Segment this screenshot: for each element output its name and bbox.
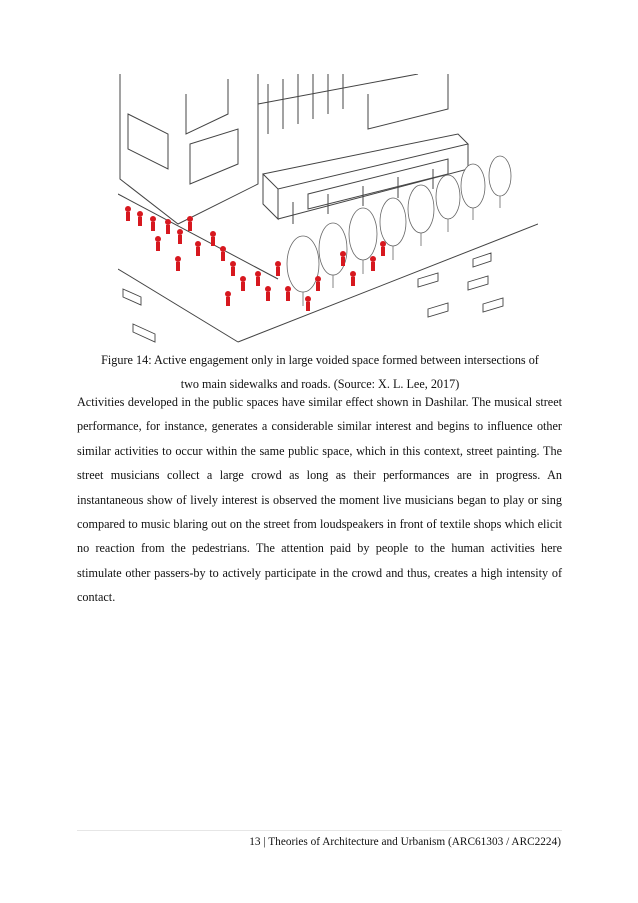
figure-caption [70, 348, 570, 396]
caption-line-2: two main sidewalks and roads. (Source: X. L. Lee, 2017) [180, 377, 460, 391]
footer-divider [77, 830, 562, 831]
figure-illustration [118, 74, 538, 344]
body-paragraph: Activities developed in the public spaces have similar effect shown in Dashilar. The musical street performance, for instance, generates a considerable similar interest and begins to influence other similar activities to occur within the same public space, which in this context, street painting. The street musicians collect a large crowd as long as their performances are in progress. An instantaneous show of lively interest is observed the moment live musicians began to play or sing compared to music blaring out on the street from loudspeakers in front of textile shops which elicit no reaction from the pedestrians. The attention paid by people to the human activities here stimulate other passers-by to actively participate in the crowd and thus, creates a high intensity of contact. [77, 395, 562, 605]
street-illustration-svg [118, 74, 538, 344]
tall-building-front [120, 74, 258, 224]
caption-line-1: Figure 14: Active engagement only in large voided space formed between intersections of [101, 353, 539, 367]
people [125, 206, 386, 311]
page-footer: 13 | Theories of Architecture and Urbanism (ARC61303 / ARC2224) [249, 836, 561, 848]
